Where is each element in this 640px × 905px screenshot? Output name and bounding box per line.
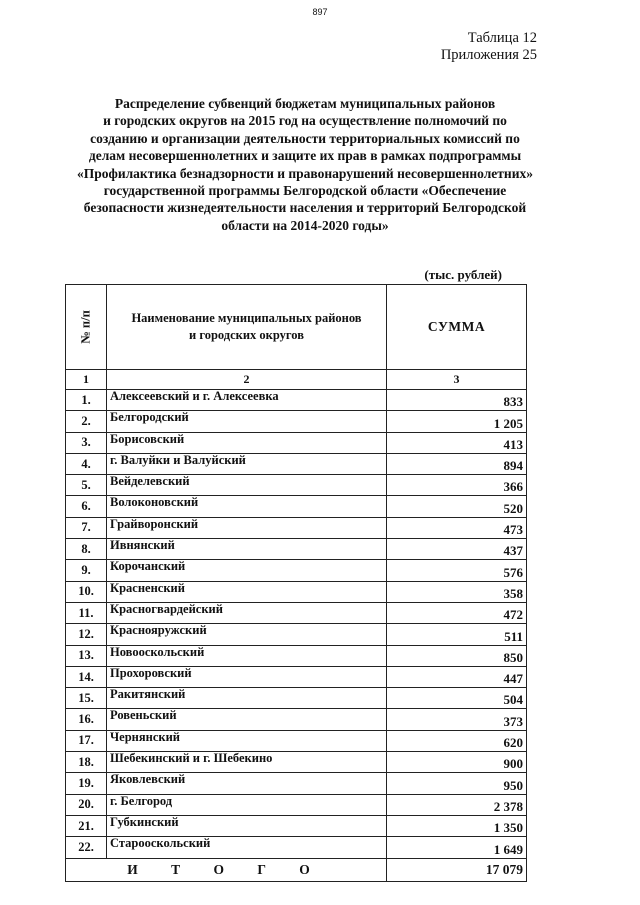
row-name: Ровеньский bbox=[107, 709, 387, 730]
row-number: 4. bbox=[66, 453, 107, 474]
row-number: 20. bbox=[66, 794, 107, 815]
row-sum: 504 bbox=[387, 688, 527, 709]
row-name: Новооскольский bbox=[107, 645, 387, 666]
row-sum: 1 350 bbox=[387, 815, 527, 836]
table-row bbox=[66, 453, 527, 474]
header-number-label: № п/п bbox=[78, 310, 93, 344]
table-header-row bbox=[66, 285, 527, 370]
row-name: Грайворонский bbox=[107, 517, 387, 538]
table-row bbox=[66, 517, 527, 538]
row-number: 11. bbox=[66, 602, 107, 623]
column-number-row bbox=[66, 370, 527, 390]
row-name: г. Белгород bbox=[107, 794, 387, 815]
table-row bbox=[66, 837, 527, 858]
row-sum: 850 bbox=[387, 645, 527, 666]
row-name: Прохоровский bbox=[107, 666, 387, 687]
row-sum: 520 bbox=[387, 496, 527, 517]
row-name: Шебекинский и г. Шебекино bbox=[107, 752, 387, 773]
row-sum: 620 bbox=[387, 730, 527, 751]
table-row bbox=[66, 581, 527, 602]
row-number: 17. bbox=[66, 730, 107, 751]
row-number: 10. bbox=[66, 581, 107, 602]
table-row bbox=[66, 390, 527, 411]
row-number: 9. bbox=[66, 560, 107, 581]
table-reference: Таблица 12 bbox=[467, 30, 537, 46]
row-sum: 576 bbox=[387, 560, 527, 581]
table-row bbox=[66, 666, 527, 687]
row-name: Ивнянский bbox=[107, 539, 387, 560]
row-name: Яковлевский bbox=[107, 773, 387, 794]
total-sum: 17 079 bbox=[387, 858, 527, 881]
table-row bbox=[66, 496, 527, 517]
page-number: 897 bbox=[312, 7, 328, 17]
table-row bbox=[66, 411, 527, 432]
table-row bbox=[66, 560, 527, 581]
document-title: Распределение субвенций бюджетам муниципальных районов и городских округов на 2015 год на осуществление полномочий по созданию и организации деятельности территориальных комиссий по делам несовершеннолетних и защите их прав в рамках подпрограммы «Профилактика безнадзорности и правонарушений несовершеннолетних» государственной программы Белгородской области «Обеспечение безопасности жизнедеятельности населения и территорий Белгородской области на 2014-2020 годы» bbox=[76, 96, 533, 233]
row-name: Красногвардейский bbox=[107, 602, 387, 623]
total-label: И Т О Г О bbox=[66, 858, 387, 881]
row-name: Борисовский bbox=[107, 432, 387, 453]
row-number: 15. bbox=[66, 688, 107, 709]
row-number: 14. bbox=[66, 666, 107, 687]
row-number: 21. bbox=[66, 815, 107, 836]
row-name: Корочанский bbox=[107, 560, 387, 581]
row-sum: 473 bbox=[387, 517, 527, 538]
table-row bbox=[66, 794, 527, 815]
row-sum: 511 bbox=[387, 624, 527, 645]
row-sum: 447 bbox=[387, 666, 527, 687]
row-name: Белгородский bbox=[107, 411, 387, 432]
header-sum: СУММА bbox=[387, 285, 527, 370]
row-sum: 437 bbox=[387, 539, 527, 560]
table-row bbox=[66, 752, 527, 773]
header-number bbox=[66, 285, 107, 370]
total-row bbox=[66, 858, 527, 881]
row-sum: 833 bbox=[387, 390, 527, 411]
row-number: 12. bbox=[66, 624, 107, 645]
row-number: 16. bbox=[66, 709, 107, 730]
table-row bbox=[66, 730, 527, 751]
column-number: 2 bbox=[107, 370, 387, 390]
row-name: Ракитянский bbox=[107, 688, 387, 709]
table-row bbox=[66, 602, 527, 623]
row-number: 5. bbox=[66, 475, 107, 496]
row-number: 7. bbox=[66, 517, 107, 538]
table-row bbox=[66, 539, 527, 560]
row-name: Губкинский bbox=[107, 815, 387, 836]
row-number: 19. bbox=[66, 773, 107, 794]
table-row bbox=[66, 475, 527, 496]
row-number: 13. bbox=[66, 645, 107, 666]
row-sum: 472 bbox=[387, 602, 527, 623]
row-number: 2. bbox=[66, 411, 107, 432]
row-sum: 894 bbox=[387, 453, 527, 474]
header-name: Наименование муниципальных районов и городских округов bbox=[107, 285, 387, 370]
column-number: 3 bbox=[387, 370, 527, 390]
row-sum: 2 378 bbox=[387, 794, 527, 815]
row-name: г. Валуйки и Валуйский bbox=[107, 453, 387, 474]
units-label: (тыс. рублей) bbox=[424, 267, 502, 282]
row-number: 8. bbox=[66, 539, 107, 560]
row-number: 22. bbox=[66, 837, 107, 858]
row-number: 3. bbox=[66, 432, 107, 453]
table-row bbox=[66, 709, 527, 730]
table-row bbox=[66, 624, 527, 645]
row-sum: 1 205 bbox=[387, 411, 527, 432]
row-sum: 950 bbox=[387, 773, 527, 794]
row-name: Вейделевский bbox=[107, 475, 387, 496]
table-row bbox=[66, 688, 527, 709]
table-row bbox=[66, 773, 527, 794]
row-sum: 373 bbox=[387, 709, 527, 730]
row-number: 1. bbox=[66, 390, 107, 411]
row-name: Красненский bbox=[107, 581, 387, 602]
column-number: 1 bbox=[66, 370, 107, 390]
row-name: Алексеевский и г. Алексеевка bbox=[107, 390, 387, 411]
row-name: Чернянский bbox=[107, 730, 387, 751]
row-number: 18. bbox=[66, 752, 107, 773]
row-sum: 413 bbox=[387, 432, 527, 453]
table-row bbox=[66, 645, 527, 666]
row-name: Волоконовский bbox=[107, 496, 387, 517]
row-number: 6. bbox=[66, 496, 107, 517]
table-body bbox=[66, 390, 527, 859]
row-sum: 900 bbox=[387, 752, 527, 773]
row-sum: 358 bbox=[387, 581, 527, 602]
row-sum: 1 649 bbox=[387, 837, 527, 858]
appendix-reference: Приложения 25 bbox=[440, 47, 537, 63]
row-name: Старооскольский bbox=[107, 837, 387, 858]
table-row bbox=[66, 432, 527, 453]
table-row bbox=[66, 815, 527, 836]
subsidy-table bbox=[65, 284, 527, 882]
row-sum: 366 bbox=[387, 475, 527, 496]
row-name: Краснояружский bbox=[107, 624, 387, 645]
